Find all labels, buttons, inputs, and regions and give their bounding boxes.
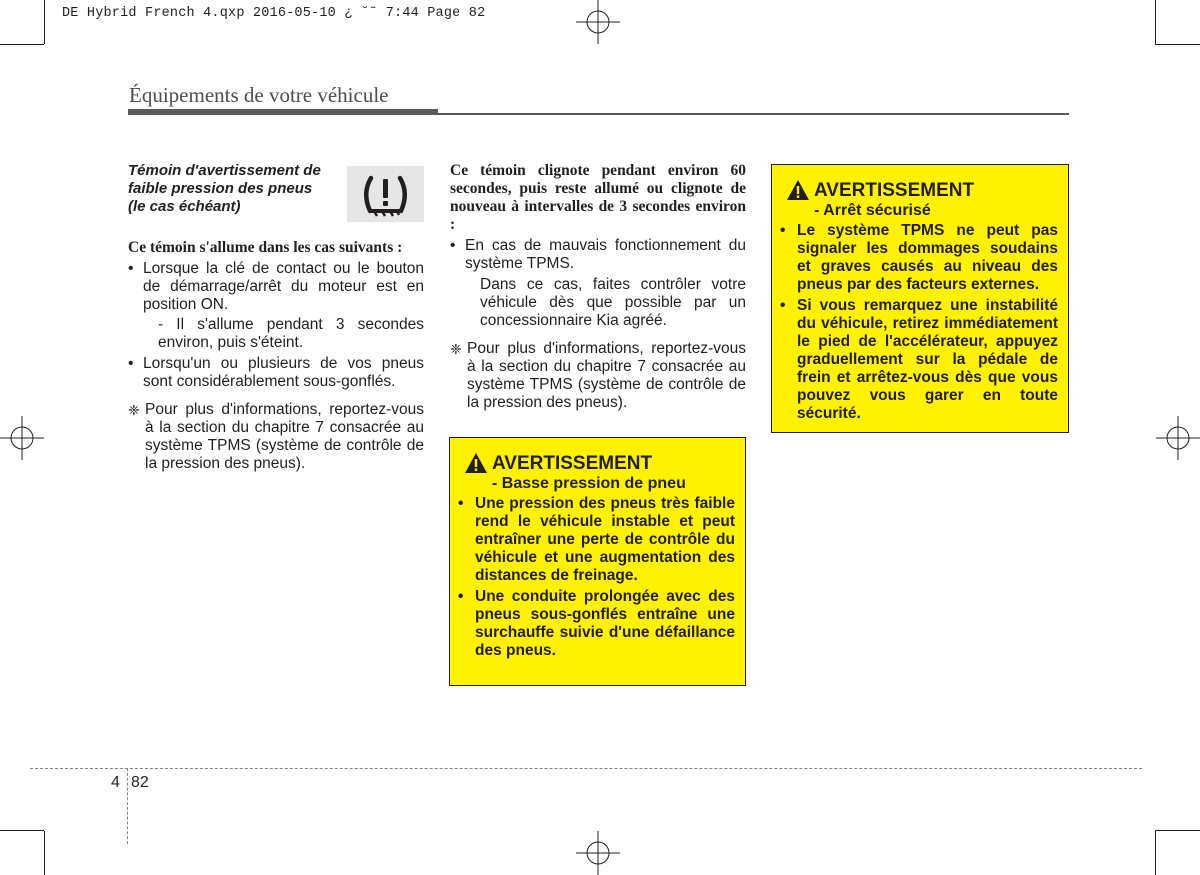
bullet-symbol: •: [458, 588, 464, 605]
crop-mark: [44, 0, 45, 44]
warning-box-low-pressure: [449, 437, 746, 686]
list-item-text: En cas de mauvais fonctionnement du système TPMS.: [465, 237, 746, 272]
bullet-list: [128, 260, 424, 391]
list-item: [780, 297, 1058, 423]
header-rule: [128, 109, 438, 115]
page-title: Équipements de votre véhicule: [129, 83, 389, 107]
bullet-symbol: •: [458, 495, 464, 512]
registration-mark-icon: [0, 416, 44, 460]
crop-mark: [1155, 44, 1200, 45]
column-left: [128, 162, 424, 473]
warning-list: [780, 222, 1058, 426]
reference-note: [128, 401, 424, 473]
warning-triangle-icon: [786, 179, 810, 201]
registration-mark-icon: [576, 831, 620, 875]
warning-title: AVERTISSEMENT: [814, 180, 975, 201]
header-rule: [438, 113, 1069, 115]
warning-title: AVERTISSEMENT: [492, 453, 653, 474]
note-text: Pour plus d'informations, reportez-vous à la section du chapitre 7 consacrée au système TPMS (système de contrôle de la pression des pneus).: [145, 401, 424, 472]
crop-mark: [44, 831, 45, 875]
crop-mark: [0, 830, 44, 831]
note-text: Pour plus d'informations, reportez-vous à la section du chapitre 7 consacrée au système TPMS (système de contrôle de la pression des pneus).: [467, 340, 746, 411]
list-item: [458, 495, 735, 585]
footer-divider: [127, 768, 128, 844]
print-slug: DE Hybrid French 4.qxp 2016-05-10 ¿ ˘˜ 7:44 Page 82: [62, 6, 486, 21]
crop-mark: [1155, 830, 1200, 831]
registration-mark-icon: [1156, 416, 1200, 460]
warning-list: [458, 495, 735, 663]
section-heading-block: [128, 162, 424, 238]
list-item-text: Une pression des pneus très faible rend le véhicule instable et peut entraîner une perte de contrôle du véhicule et une augmentation des distances de freinage.: [475, 495, 735, 584]
tpms-warning-icon: [347, 166, 424, 222]
list-item-text: Lorsqu'un ou plusieurs de vos pneus sont considérablement sous-gonflés.: [143, 355, 424, 390]
note-star-icon: ❈: [128, 402, 140, 418]
list-item: [458, 588, 735, 660]
bullet-symbol: •: [128, 260, 134, 277]
column-middle: [450, 162, 746, 412]
list-item-subtext: Dans ce cas, faites contrôler votre véhicule dès que possible par un concessionnaire Kia agréé.: [480, 276, 746, 329]
bullet-symbol: •: [450, 237, 456, 254]
list-item-text: Le système TPMS ne peut pas signaler les dommages soudains et graves causés au niveau des pneus par des facteurs externes.: [797, 222, 1058, 293]
chapter-number: 4: [111, 774, 120, 791]
list-item-text: Une conduite prolongée avec des pneus sous-gonflés entraîne une surchauffe suivie d'une défaillance des pneus.: [475, 588, 735, 659]
crop-mark: [1155, 0, 1156, 44]
warning-box-safe-stop: [771, 164, 1069, 433]
note-star-icon: ❈: [450, 341, 462, 357]
bullet-symbol: •: [780, 297, 786, 314]
list-item: [450, 237, 746, 330]
page-number: 82: [131, 774, 149, 791]
bullet-symbol: •: [128, 355, 134, 372]
bullet-list: [450, 237, 746, 330]
crop-mark: [0, 44, 44, 45]
lead-text: Ce témoin clignote pendant environ 60 secondes, puis reste allumé ou clignote de nouveau à intervalles de 3 secondes environ :: [450, 162, 746, 233]
warning-subtitle: - Arrêt sécurisé: [814, 202, 931, 219]
list-item: [128, 355, 424, 391]
lead-text: Ce témoin s'allume dans les cas suivants :: [128, 239, 403, 256]
list-item-text: Si vous remarquez une instabilité du véhicule, retirez immédiatement le pied de l'accélérateur, appuyez graduellement sur la pédale de frein et arrêtez-vous dès que vous pouvez vous garer en toute sécurité.: [797, 297, 1058, 422]
list-item: [780, 222, 1058, 294]
list-item-subtext: - Il s'allume pendant 3 secondes environ, puis s'éteint.: [158, 316, 424, 351]
warning-subtitle: - Basse pression de pneu: [492, 475, 686, 492]
section-heading: Témoin d'avertissement de faible pression des pneus (le cas échéant): [128, 162, 321, 215]
list-item: [128, 260, 424, 352]
footer-rule: [30, 768, 1142, 769]
list-item-text: Lorsque la clé de contact ou le bouton de démarrage/arrêt du moteur est en position ON.: [143, 260, 424, 313]
warning-triangle-icon: [464, 452, 488, 474]
crop-mark: [1155, 831, 1156, 875]
registration-mark-icon: [576, 0, 620, 44]
reference-note: [450, 340, 746, 412]
bullet-symbol: •: [780, 222, 786, 239]
